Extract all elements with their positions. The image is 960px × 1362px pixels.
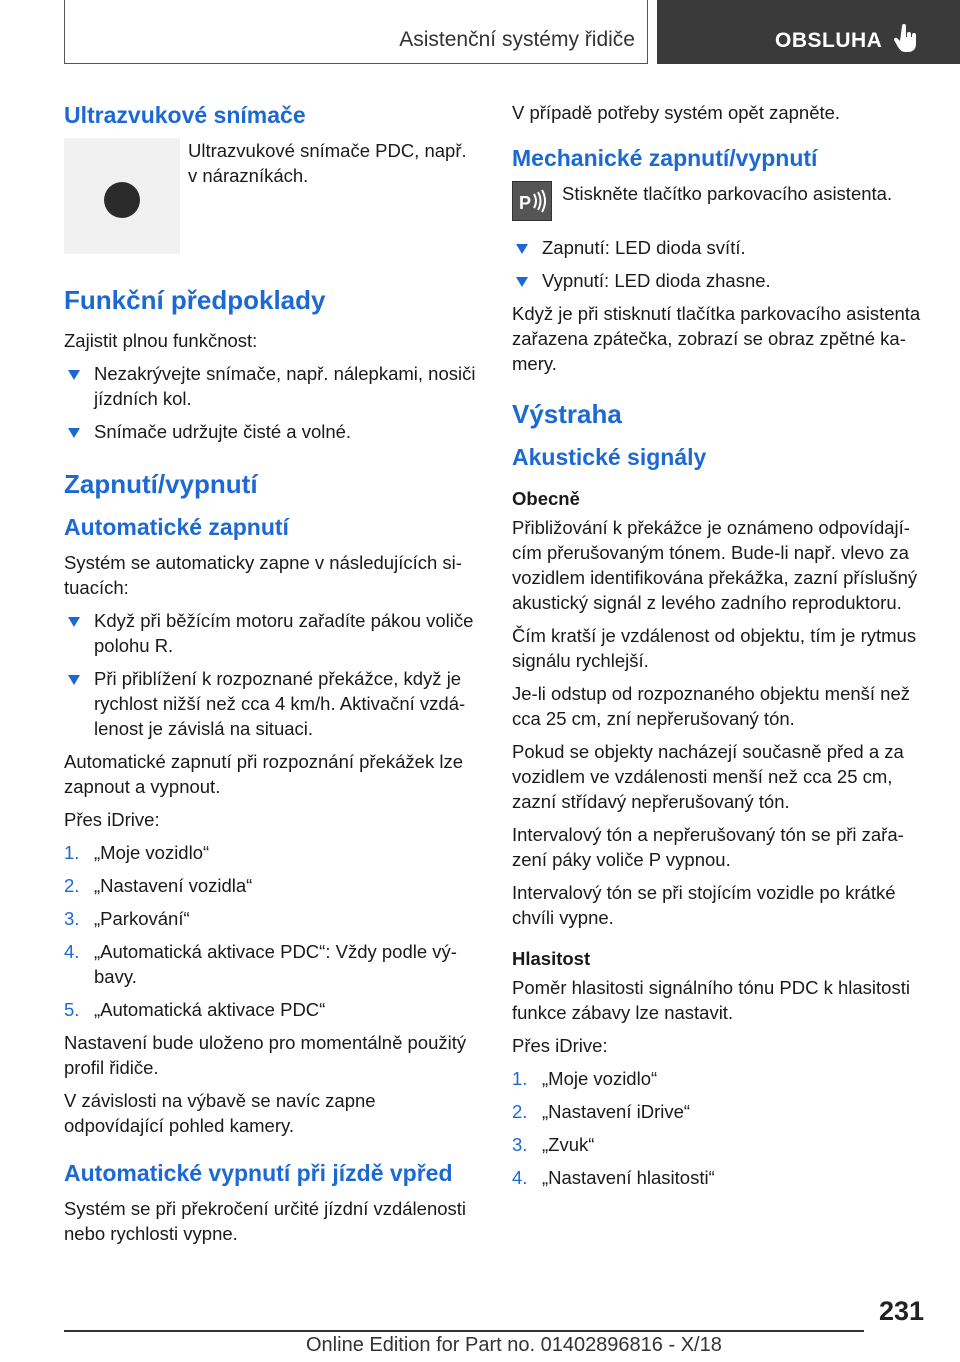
sensor-dot: [104, 182, 140, 218]
sensors-heading: Ultrazvukové snímače: [64, 102, 306, 128]
general-p5: Intervalový tón a nepřerušovaný tón se při zařa-zení páky voliče P vypnou.: [512, 824, 904, 870]
list-item: Nezakrývejte snímače, např. nálepkami, nosiči jízdních kol.: [64, 361, 480, 411]
autooff-heading: Automatické vypnutí při jízdě vpřed: [64, 1160, 453, 1186]
auto-p3: Nastavení bude uloženo pro momentálně použitý profil řidiče.: [64, 1032, 467, 1078]
auto-p1: Automatické zapnutí při rozpoznání překážek lze zapnout a vypnout.: [64, 751, 463, 797]
step-number: 5.: [64, 999, 80, 1020]
general-p1: Přibližování k překážce je oznámeno odpovídají-cím přerušovaným tónem. Bude-li např. vlevo za vozidlem identifikována překážka, zazní příslušný akustický signál z levého zadního reproduktoru.: [512, 517, 918, 613]
step-text: „Nastavení vozidla“: [94, 875, 253, 896]
mech-list: [512, 235, 928, 293]
auto-intro: Systém se automaticky zapne v následujících si-tuacích:: [64, 552, 462, 598]
step-item: [64, 873, 480, 898]
section-tab: [657, 0, 960, 64]
general-p4: Pokud se objekty nacházejí současně před a za vozidlem ve vzdálenosti menší než cca 25 cm, zazní střídavý nepřerušovaný tón.: [512, 741, 904, 812]
general-p6: Intervalový tón se při stojícím vozidle po krátké chvíli vypne.: [512, 882, 896, 928]
step-text: „Automatická aktivace PDC“: Vždy podle vý-bavy.: [94, 941, 457, 987]
func-heading: Funkční předpoklady: [64, 285, 326, 315]
autooff-text: Systém se při překročení určité jízdní vzdálenosti nebo rychlosti vypne.: [64, 1198, 467, 1244]
step-item: [512, 1165, 928, 1190]
step-item: [512, 1132, 928, 1157]
page-number: 231: [878, 1296, 924, 1326]
step-text: „Moje vozidlo“: [94, 842, 210, 863]
list-item: Snímače udržujte čisté a volné.: [64, 419, 480, 444]
step-number: 3.: [64, 908, 80, 929]
pdc-button-icon: [512, 181, 552, 221]
mech-p: Když je při stisknutí tlačítka parkovacího asistenta zařazena zpátečka, zobrazí se obraz zpětné ka-mery.: [512, 303, 921, 374]
step-number: 4.: [64, 941, 80, 962]
general-p2: Čím kratší je vzdálenost od objektu, tím je rytmus signálu rychlejší.: [512, 625, 917, 671]
step-item: [512, 1066, 928, 1091]
step-item: [64, 939, 480, 989]
left-column: [64, 100, 480, 1254]
footer-divider: [64, 1330, 864, 1332]
hand-pointer-icon: [893, 24, 919, 54]
general-heading: Obecně: [512, 488, 580, 509]
step-item: [64, 997, 480, 1022]
step-text: „Automatická aktivace PDC“: [94, 999, 326, 1020]
header-box: [64, 0, 648, 64]
footer-edition: Online Edition for Part no. 01402896816 - X/18: [306, 1334, 722, 1356]
section-tab-label: OBSLUHA: [775, 29, 883, 52]
step-number: 4.: [512, 1167, 528, 1188]
warn-heading: Výstraha: [512, 399, 622, 429]
auto-p2: Přes iDrive:: [64, 809, 160, 830]
step-item: [64, 840, 480, 865]
step-number: 2.: [64, 875, 80, 896]
step-text: „Moje vozidlo“: [542, 1068, 658, 1089]
volume-p2: Přes iDrive:: [512, 1035, 608, 1056]
onoff-heading: Zapnutí/vypnutí: [64, 469, 258, 499]
pdc-symbol-icon: [513, 182, 551, 220]
step-number: 2.: [512, 1101, 528, 1122]
auto-heading: Automatické zapnutí: [64, 514, 289, 540]
func-list: [64, 361, 480, 444]
mech-text: Stiskněte tlačítko parkovacího asistenta.: [562, 183, 893, 204]
volume-steps: [512, 1066, 928, 1190]
step-item: [64, 906, 480, 931]
list-item: Když při běžícím motoru zařadíte pákou voliče polohu R.: [64, 608, 480, 658]
acoustic-heading: Akustické signály: [512, 444, 707, 470]
auto-list: [64, 608, 480, 741]
chapter-title: Asistenční systémy řidiče: [399, 28, 635, 51]
general-p3: Je-li odstup od rozpoznaného objektu menší než cca 25 cm, zní nepřerušovaný tón.: [512, 683, 911, 729]
step-number: 1.: [512, 1068, 528, 1089]
step-text: „Nastavení hlasitosti“: [542, 1167, 715, 1188]
svg-text:P: P: [519, 193, 532, 213]
func-intro: Zajistit plnou funkčnost:: [64, 330, 258, 351]
auto-steps: [64, 840, 480, 1022]
list-item: Vypnutí: LED dioda zhasne.: [512, 268, 928, 293]
step-item: [512, 1099, 928, 1124]
list-item: Zapnutí: LED dioda svítí.: [512, 235, 928, 260]
volume-p1: Poměr hlasitosti signálního tónu PDC k hlasitosti funkce zábavy lze nastavit.: [512, 977, 910, 1023]
step-text: „Parkování“: [94, 908, 190, 929]
sensors-text: Ultrazvukové snímače PDC, např. v nárazníkách.: [188, 140, 467, 186]
mech-heading: Mechanické zapnutí/vypnutí: [512, 145, 818, 171]
step-number: 3.: [512, 1134, 528, 1155]
step-text: „Zvuk“: [542, 1134, 595, 1155]
volume-heading: Hlasitost: [512, 948, 591, 969]
right-column: [512, 100, 928, 1198]
step-number: 1.: [64, 842, 80, 863]
step-text: „Nastavení iDrive“: [542, 1101, 691, 1122]
list-item: Při přiblížení k rozpoznané překážce, když je rychlost nižší než cca 4 km/h. Aktivační vzdá-lenost je závislá na situaci.: [64, 666, 480, 741]
p-top: V případě potřeby systém opět zapněte.: [512, 102, 841, 123]
sensor-image: [64, 138, 180, 254]
auto-p4: V závislosti na výbavě se navíc zapne odpovídající pohled kamery.: [64, 1090, 376, 1136]
